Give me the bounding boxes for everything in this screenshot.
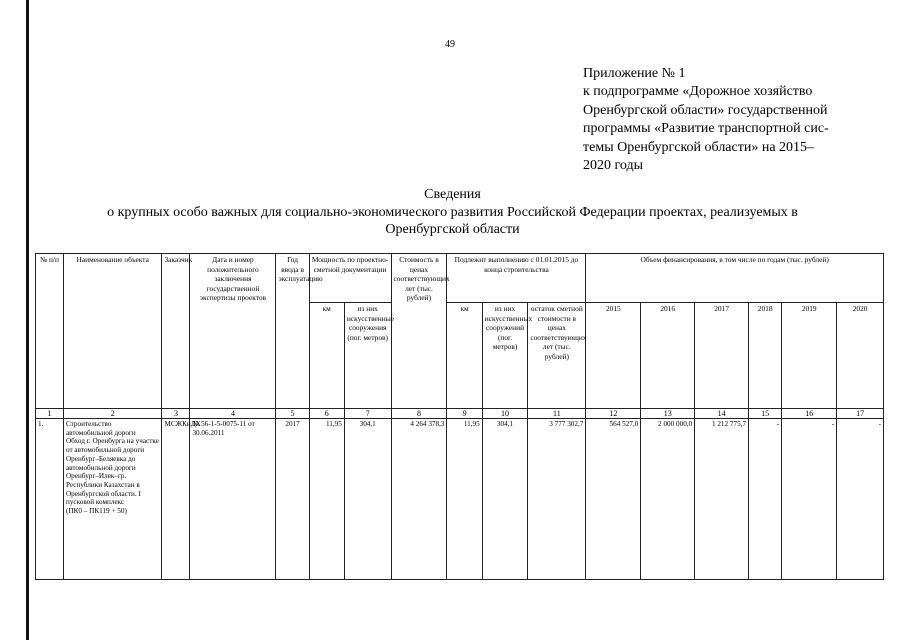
- document-title: [40, 186, 865, 239]
- header-remaining-balance: остаток сметной стоимости в ценах соответствующих лет (тыс. рублей): [528, 303, 586, 409]
- appendix-line: 2020 годы: [583, 158, 644, 174]
- header-remaining-artificial: из них искусственных сооружений (пог. метров): [482, 303, 528, 409]
- header-expertise: Дата и номер положительного заключения государственной экспертизы проектов: [190, 254, 276, 409]
- header-remaining-km: км: [447, 303, 482, 409]
- header-year-2020: 2020: [837, 303, 884, 409]
- header-year: Год ввода в эксплуатацию: [276, 254, 309, 409]
- cell-name-line: Обход г. Оренбурга на участке от автомобильной дороги Оренбург–Беляевка до автомобильной дороги Оренбург–Илек–гр. Республики Казахстан в Оренбургской области. I пусковой комплекс: [65, 437, 159, 507]
- cell-year: 2017: [276, 419, 309, 580]
- header-row-top: [36, 254, 884, 303]
- column-number: 17: [837, 409, 884, 419]
- header-capacity-artificial: из них искусственные сооружения (пог. метров): [344, 303, 391, 409]
- projects-table: [35, 253, 884, 580]
- title-line-1: Сведения: [424, 187, 481, 202]
- header-cost: Стоимость в ценах соответствующих лет (тыс. рублей): [391, 254, 447, 409]
- header-capacity-km: км: [309, 303, 344, 409]
- header-year-2018: 2018: [749, 303, 782, 409]
- cell-fin-2018: -: [749, 419, 782, 580]
- column-number: 12: [586, 409, 641, 419]
- cell-cost: 4 264 378,3: [391, 419, 447, 580]
- column-number: 4: [190, 409, 276, 419]
- header-year-2017: 2017: [695, 303, 749, 409]
- page-number: 49: [445, 39, 455, 50]
- title-line-2: о крупных особо важных для социально-экономического развития Российской Федерации проектах, реализуемых в: [107, 204, 798, 220]
- appendix-line: Оренбургской области» государственной: [583, 102, 828, 118]
- table-row: [36, 419, 884, 580]
- cell-remaining-artificial: 304,1: [482, 419, 528, 580]
- binding-edge-line: [26, 0, 29, 640]
- cell-fin-2015: 564 527,0: [586, 419, 641, 580]
- title-line-3: Оренбургской области: [385, 222, 520, 237]
- cell-customer: МСЖКиДХ: [162, 419, 190, 580]
- column-number: 9: [447, 409, 482, 419]
- column-number: 10: [482, 409, 528, 419]
- column-number-row: [36, 409, 884, 419]
- header-name: Наименование объекта: [63, 254, 161, 409]
- header-remaining-group: Подлежит выполнению с 01.01.2015 до конца строительства: [447, 254, 586, 303]
- column-number: 2: [63, 409, 161, 419]
- column-number: 3: [162, 409, 190, 419]
- cell-name: [63, 419, 161, 580]
- cell-remaining-balance: 3 777 302,7: [528, 419, 586, 580]
- cell-fin-2016: 2 000 000,0: [641, 419, 695, 580]
- column-number: 14: [695, 409, 749, 419]
- header-year-2016: 2016: [641, 303, 695, 409]
- header-financing-group: Объем финансирования, в том числе по годам (тыс. рублей): [586, 254, 884, 303]
- cell-capacity-km: 11,95: [309, 419, 344, 580]
- column-number: 5: [276, 409, 309, 419]
- cell-num: 1.: [36, 419, 64, 580]
- appendix-line: темы Оренбургской области» на 2015–: [583, 139, 815, 155]
- column-number: 15: [749, 409, 782, 419]
- appendix-line: к подпрограмме «Дорожное хозяйство: [583, 84, 813, 100]
- cell-name-line: (ПК0 – ПК119 + 50): [65, 507, 127, 516]
- appendix-line: Приложение № 1: [583, 66, 686, 81]
- column-number: 8: [391, 409, 447, 419]
- cell-fin-2020: -: [837, 419, 884, 580]
- column-number: 6: [309, 409, 344, 419]
- cell-fin-2017: 1 212 775,7: [695, 419, 749, 580]
- cell-remaining-km: 11,95: [447, 419, 482, 580]
- cell-capacity-artificial: 304,1: [344, 419, 391, 580]
- header-year-2019: 2019: [782, 303, 837, 409]
- cell-name-line: Строительство автомобильной дороги: [65, 420, 136, 437]
- appendix-note: [583, 65, 873, 175]
- column-number: 1: [36, 409, 64, 419]
- cell-expertise: № 56-1-5-0075-11 от 30.06.2011: [190, 419, 276, 580]
- header-year-2015: 2015: [586, 303, 641, 409]
- projects-table-container: [35, 253, 884, 580]
- appendix-line: программы «Развитие транспортной сис-: [583, 121, 829, 137]
- cell-fin-2019: -: [782, 419, 837, 580]
- column-number: 16: [782, 409, 837, 419]
- column-number: 13: [641, 409, 695, 419]
- column-number: 11: [528, 409, 586, 419]
- header-capacity-group: Мощность по проектно-сметной документации: [309, 254, 391, 303]
- header-customer: Заказчик: [162, 254, 190, 409]
- column-number: 7: [344, 409, 391, 419]
- header-num: № п/п: [36, 254, 64, 409]
